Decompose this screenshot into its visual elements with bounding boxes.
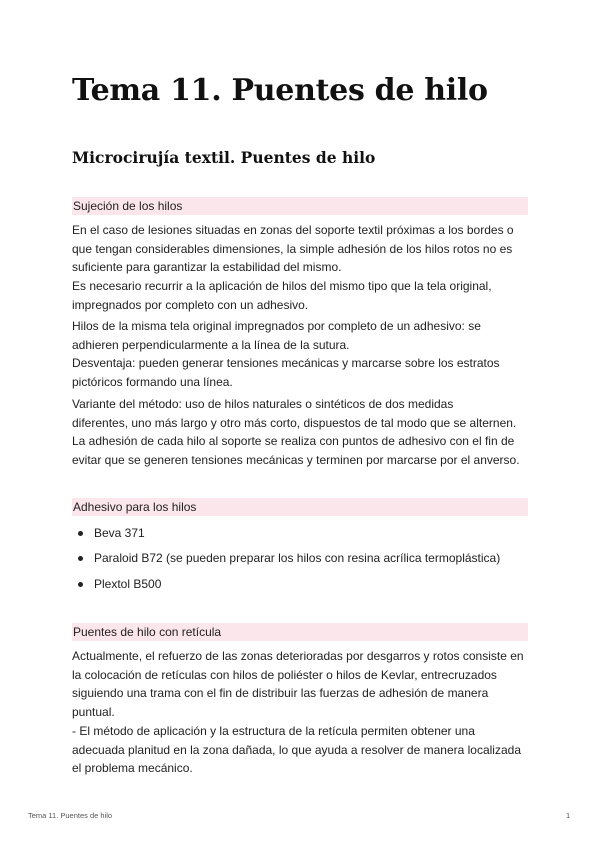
text-line: En el caso de lesiones situadas en zonas del soporte textil próximas a los bordes o: [72, 223, 514, 237]
text-line: Es necesario recurrir a la aplicación de hilos del mismo tipo que la tela original,: [72, 279, 492, 294]
text-line: siguiendo una trama con el fin de distribuir las fuerzas de adhesión de manera: [72, 686, 489, 701]
paragraph: [72, 647, 528, 778]
text-line: evitar que se generen tensiones mecánicas y terminen por marcarse por el anverso.: [72, 453, 520, 468]
text-line: Hilos de la misma tela original impregnados por completo de un adhesivo: se: [72, 319, 481, 333]
paragraph: [72, 317, 528, 392]
page-number: 1: [566, 811, 571, 820]
text-line: Actualmente, el refuerzo de las zonas deterioradas por desgarros y rotos consiste en: [72, 649, 524, 663]
text-line: diferentes, uno más largo y otro más corto, dispuestos de tal modo que se alternen.: [72, 415, 517, 430]
section-heading-adhesivo: Adhesivo para los hilos: [72, 498, 528, 516]
bullet-icon: [78, 582, 83, 587]
section-heading-sujecion: Sujeción de los hilos: [72, 197, 528, 215]
text-line: La adhesión de cada hilo al soporte se realiza con puntos de adhesivo con el fin de: [72, 434, 515, 449]
text-line: Variante del método: uso de hilos naturales o sintéticos de dos medidas: [72, 397, 454, 411]
paragraph: [72, 221, 528, 315]
text-line: el problema mecánico.: [72, 761, 193, 776]
text-line: - El método de aplicación y la estructura de la retícula permiten obtener una: [72, 723, 475, 738]
text-line: Desventaja: pueden generar tensiones mecánicas y marcarse sobre los estratos: [72, 356, 500, 371]
text-line: adecuada planitud en la zona dañada, lo que ayuda a resolver de manera localizada: [72, 742, 521, 757]
bullet-icon: [78, 531, 83, 536]
page-title: Tema 11. Puentes de hilo: [72, 73, 488, 108]
paragraph: [72, 395, 528, 470]
page-subtitle: Microcirujía textil. Puentes de hilo: [72, 148, 376, 167]
text-line: suficiente para garantizar la estabilidad del mismo.: [72, 260, 342, 275]
text-line: puntual.: [72, 705, 115, 720]
bullet-icon: [78, 556, 83, 561]
text-line: impregnados por completo con un adhesivo.: [72, 297, 309, 312]
text-line: pictóricos formando una línea.: [72, 375, 233, 390]
text-line: la colocación de retículas con hilos de poliéster o hilos de Kevlar, entrecruzados: [72, 667, 497, 682]
footer-title: Tema 11. Puentes de hilo: [28, 811, 113, 820]
section-heading-reticula: Puentes de hilo con retícula: [72, 623, 528, 641]
text-line: adhieren perpendicularmente a la línea de la sutura.: [72, 337, 350, 352]
text-line: que tengan considerables dimensiones, la simple adhesión de los hilos rotos no es: [72, 241, 513, 256]
